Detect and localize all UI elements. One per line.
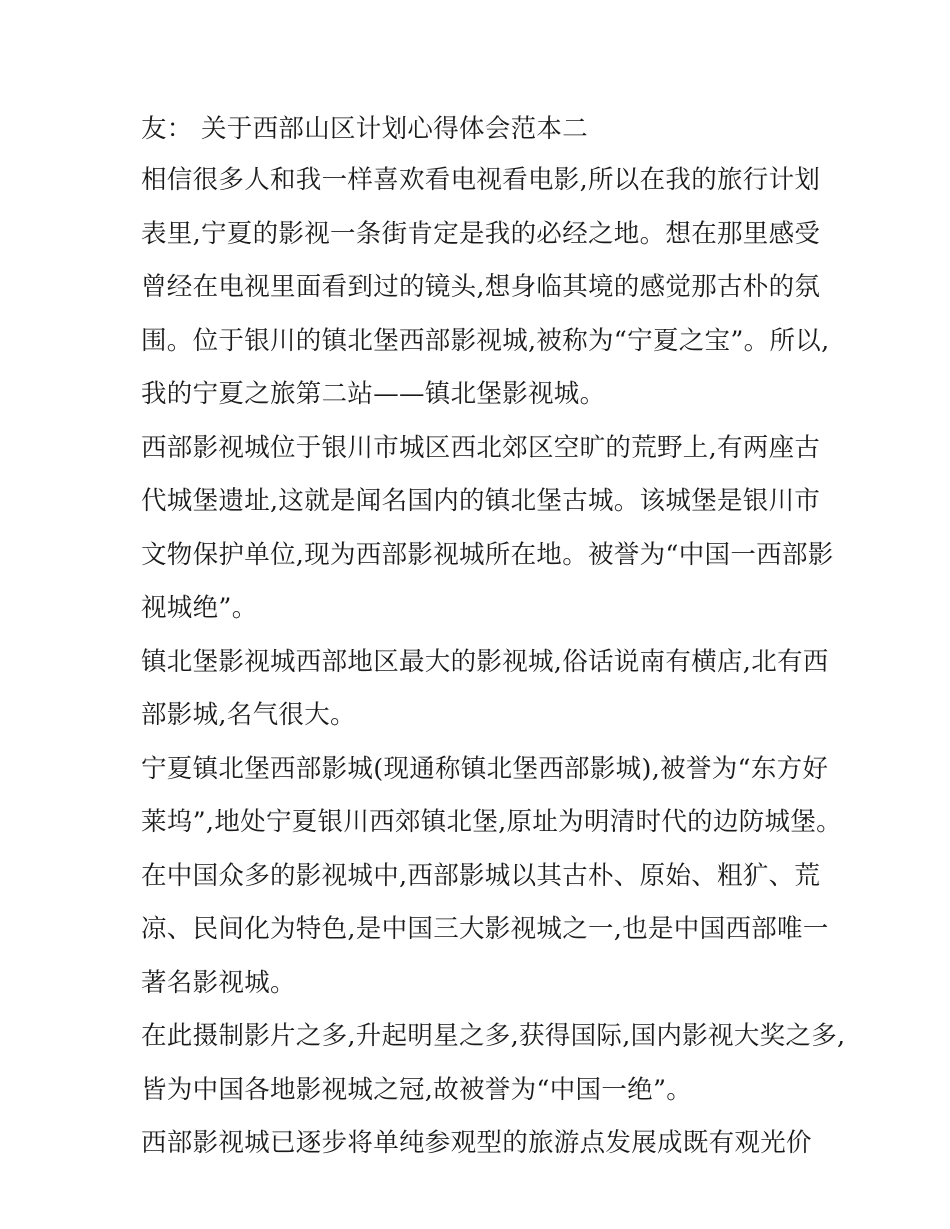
- document-heading: 友： 关于西部山区计划心得体会范本二: [141, 114, 589, 144]
- text-line: 凉、民间化为特色,是中国三大影视城之一,也是中国西部唯一: [141, 914, 829, 944]
- text-line: 文物保护单位,现为西部影视城所在地。被誉为“中国一西部影: [141, 539, 834, 570]
- paragraph-2: [141, 422, 834, 636]
- paragraph-4: [141, 743, 842, 1011]
- text-line: 西部影视城位于银川市城区西北郊区空旷的荒野上,有两座古: [141, 432, 821, 463]
- paragraph-1: [141, 154, 830, 422]
- text-line: 我的宁夏之旅第二站——镇北堡影视城。: [141, 379, 606, 409]
- text-line: 在此摄制影片之多,升起明星之多,获得国际,国内影视大奖之多,: [141, 1021, 846, 1051]
- paragraph-5: [141, 1010, 846, 1117]
- paragraph-3: [141, 636, 829, 743]
- text-line: 在中国众多的影视城中,西部影城以其古朴、原始、粗犷、荒: [141, 860, 821, 891]
- text-line: 宁夏镇北堡西部影城(现通称镇北堡西部影城),被誉为“东方好: [141, 753, 829, 784]
- text-line: 部影城,名气很大。: [141, 700, 356, 730]
- text-line: 代城堡遗址,这就是闻名国内的镇北堡古城。该城堡是银川市: [141, 486, 821, 516]
- text-line: 皆为中国各地影视城之冠,故被誉为“中国一绝”。: [141, 1074, 693, 1105]
- paragraph-6: [141, 1117, 821, 1171]
- text-line: 曾经在电视里面看到过的镜头,想身临其境的感觉那古朴的氛: [141, 272, 821, 302]
- text-line: 西部影视城已逐步将单纯参观型的旅游点发展成既有观光价: [141, 1128, 812, 1158]
- text-line: 视城绝”。: [141, 593, 258, 623]
- document-body: [141, 110, 846, 1171]
- text-line: 镇北堡影视城西部地区最大的影视城,俗话说南有横店,北有西: [141, 646, 829, 677]
- text-line: 围。位于银川的镇北堡西部影视城,被称为“宁夏之宝”。所以,: [141, 325, 830, 356]
- text-line: 莱坞”,地处宁夏银川西郊镇北堡,原址为明清时代的边防城堡。: [141, 807, 842, 837]
- text-line: 著名影视城。: [141, 967, 296, 998]
- text-line: 表里,宁夏的影视一条街肯定是我的必经之地。想在那里感受: [141, 218, 821, 249]
- text-line: 相信很多人和我一样喜欢看电视看电影,所以在我的旅行计划: [141, 165, 821, 195]
